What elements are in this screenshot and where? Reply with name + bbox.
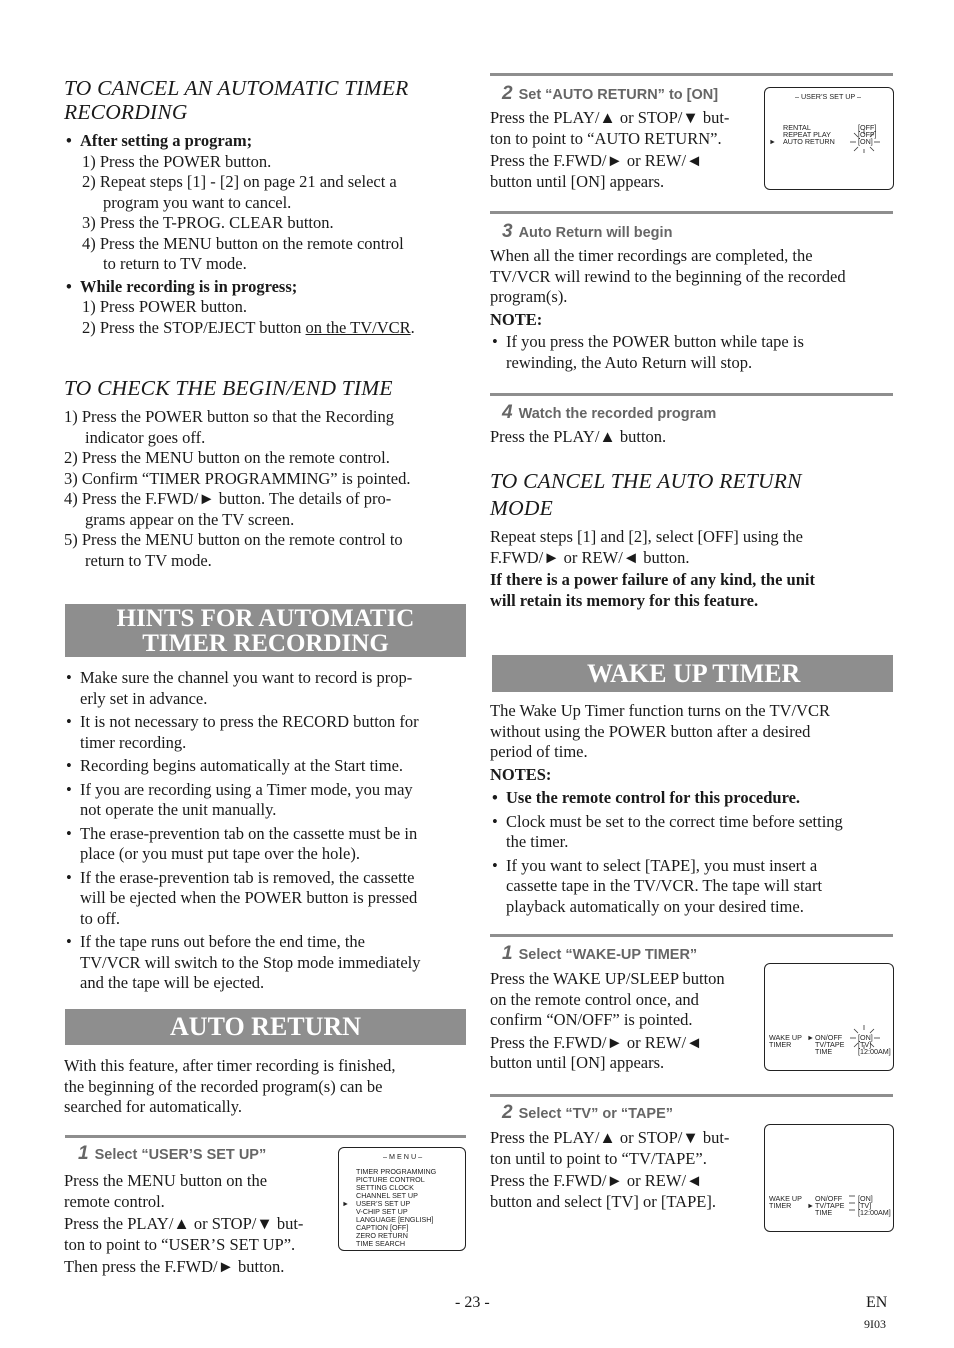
hint-item — [64, 868, 468, 930]
intro-line: searched for automatically. — [64, 1097, 243, 1116]
step-line: Press the MENU button on the — [64, 1171, 268, 1190]
screen-cursor-icon: ► — [807, 1201, 815, 1210]
hint-line: • If you are recording using a Timer mode, you may — [80, 779, 413, 799]
section-divider — [490, 934, 893, 937]
check-step: 4) Press the F.FWD/► button. The details of pro- — [64, 489, 392, 508]
hint-line: erly set in advance. — [80, 688, 208, 708]
cancel-step: to return to TV mode. — [103, 254, 247, 273]
menu-item: TIMER PROGRAMMING — [356, 1167, 437, 1176]
step-title: Select “TV” or “TAPE” — [518, 1106, 674, 1122]
blink-indicator-icon — [847, 128, 881, 154]
cancel-timer-title-line2: RECORDING — [64, 100, 188, 124]
step-line: button until [ON] appears. — [490, 1053, 665, 1072]
screen-title: TIMER — [769, 1201, 792, 1210]
note-item — [490, 812, 894, 853]
while-step-underline: on the TV/VCR — [305, 317, 411, 337]
section-divider — [490, 73, 893, 76]
note-item — [490, 332, 894, 373]
screen-value: [ON] — [858, 137, 873, 146]
blink-indicator-icon — [847, 1024, 881, 1050]
wake-up-title: WAKE UP TIMER — [587, 659, 801, 688]
hint-item — [64, 780, 468, 821]
wake-up-banner — [492, 655, 893, 692]
step-title: Auto Return will begin — [518, 225, 673, 241]
note-label: NOTE: — [490, 309, 543, 329]
screen-value: [12:00AM] — [858, 1208, 891, 1217]
users-setup-screen — [764, 87, 894, 190]
menu-item: USER’S SET UP — [356, 1199, 411, 1208]
note-line: • Use the remote control for this procedure. — [506, 788, 801, 807]
step-line: button and select [TV] or [TAPE]. — [490, 1191, 716, 1211]
bold-line: If there is a power failure of any kind, the unit — [490, 570, 815, 589]
step-line: confirm “ON/OFF” is pointed. — [490, 1010, 693, 1029]
hint-line: will be ejected when the POWER button is pressed — [80, 888, 418, 907]
step-line: on the remote control once, and — [490, 989, 699, 1009]
notes-label: NOTES: — [490, 764, 552, 784]
body-line: Repeat steps [1] and [2], select [OFF] using the — [490, 527, 803, 546]
screen-label: ON/OFF — [815, 1033, 843, 1042]
ar-step4-text: Press the PLAY/▲ button. — [490, 427, 667, 446]
hint-line: and the tape will be ejected. — [80, 973, 265, 992]
bold-line: will retain its memory for this feature. — [490, 590, 759, 610]
hint-line: • If the tape runs out before the end time, the — [80, 932, 365, 951]
check-step: 1) Press the POWER button so that the Recording — [64, 407, 394, 426]
doc-code: 9I03 — [864, 1317, 886, 1331]
note-item — [490, 788, 894, 809]
blink-indicator-icon — [847, 1190, 867, 1216]
menu-item: TIME SEARCH — [356, 1239, 406, 1248]
step-title: Watch the recorded program — [518, 406, 717, 422]
menu-item: LANGUAGE [ENGLISH] — [356, 1215, 434, 1224]
note-line: • Clock must be set to the correct time before setting — [506, 811, 843, 831]
note-line: cassette tape in the TV/VCR. The tape will start — [506, 876, 823, 895]
screen-value: [12:00AM] — [858, 1047, 891, 1056]
note-line: the timer. — [506, 832, 569, 851]
menu-item: CHANNEL SET UP — [356, 1191, 418, 1200]
screen-label: TV/TAPE — [815, 1040, 845, 1049]
hint-item — [64, 932, 468, 994]
intro-line: the beginning of the recorded program(s) can be — [64, 1076, 383, 1096]
check-step: return to TV mode. — [85, 550, 212, 570]
check-time-body — [64, 407, 466, 571]
screen-title: TIMER — [769, 1040, 792, 1049]
hint-line: • Recording begins automatically at the Start time. — [80, 756, 404, 775]
ar-step2-heading — [502, 84, 718, 106]
screen-label: AUTO RETURN — [783, 137, 835, 146]
screen-value: [OFF] — [858, 130, 877, 139]
hint-line: timer recording. — [80, 732, 187, 752]
note-line: rewinding, the Auto Return will stop. — [506, 352, 753, 372]
menu-screen-title: – M E N U – — [383, 1152, 423, 1161]
note-line: playback automatically on your desired time. — [506, 896, 804, 916]
hint-line: TV/VCR will switch to the Stop mode immediately — [80, 952, 421, 972]
step-line: program(s). — [490, 287, 568, 306]
intro-line: The Wake Up Timer function turns on the TV/VCR — [490, 701, 830, 720]
cancel-step: 1) Press the POWER button. — [82, 151, 272, 171]
screen-label: ON/OFF — [815, 1194, 843, 1203]
step-number: 3 — [502, 221, 513, 242]
hint-line: to off. — [80, 908, 121, 928]
wake-up-screen-2 — [764, 1124, 894, 1232]
screen-title: WAKE UP — [769, 1194, 802, 1203]
hint-item — [64, 712, 468, 753]
wu-step2-heading — [502, 1103, 673, 1125]
step-number: 1 — [78, 1143, 89, 1164]
ar-step1-text — [64, 1171, 334, 1278]
cancel-auto-body — [490, 527, 894, 611]
step-line: Press the WAKE UP/SLEEP button — [490, 969, 725, 988]
step-line: Press the PLAY/▲ or STOP/▼ but- — [490, 1128, 730, 1147]
hint-line: not operate the unit manually. — [80, 800, 277, 819]
step-number: 1 — [502, 943, 513, 964]
screen-label: TIME — [815, 1208, 833, 1217]
step-line: Then press the F.FWD/► button. — [64, 1257, 285, 1276]
step-line: Press the PLAY/▲ or STOP/▼ but- — [490, 108, 730, 127]
section-divider — [490, 393, 893, 396]
check-step: 5) Press the MENU button on the remote control to — [64, 530, 403, 549]
screen-cursor-icon: ► — [807, 1033, 815, 1042]
check-time-title: TO CHECK THE BEGIN/END TIME — [64, 376, 393, 400]
menu-item: PICTURE CONTROL — [356, 1175, 425, 1184]
screen-title: – USER’S SET UP – — [795, 92, 862, 101]
ar-step2-text — [490, 108, 765, 192]
screen-value: [TV] — [858, 1040, 872, 1049]
hints-banner — [65, 604, 466, 657]
hint-line: • The erase-prevention tab on the cassette must be in — [80, 823, 418, 843]
hints-list — [64, 668, 468, 997]
wake-up-intro — [490, 701, 894, 917]
auto-return-banner — [65, 1009, 466, 1045]
wake-up-screen-1 — [764, 963, 894, 1071]
section-divider — [490, 1094, 893, 1097]
cancel-auto-title-line1: TO CANCEL THE AUTO RETURN — [490, 469, 802, 493]
hints-title-line2: TIMER RECORDING — [142, 630, 389, 657]
step-line: When all the timer recordings are completed, the — [490, 246, 813, 265]
note-line: • If you want to select [TAPE], you must insert a — [506, 855, 818, 875]
intro-line: With this feature, after timer recording is finished, — [64, 1056, 396, 1075]
step-line: button until [ON] appears. — [490, 171, 665, 191]
hint-item — [64, 824, 468, 865]
check-step: indicator goes off. — [85, 427, 206, 447]
intro-line: period of time. — [490, 742, 588, 761]
ar-step1-heading — [78, 1144, 266, 1166]
check-step: 3) Confirm “TIMER PROGRAMMING” is pointed. — [64, 468, 411, 488]
ar-step3-heading — [502, 222, 672, 244]
step-line: Press the PLAY/▲ or STOP/▼ but- — [64, 1214, 304, 1233]
step-number: 2 — [502, 83, 513, 104]
cancel-step: 2) Repeat steps [1] - [2] on page 21 and select a — [82, 172, 397, 191]
body-line: F.FWD/► or REW/◄ button. — [490, 547, 690, 567]
screen-value: [OFF] — [858, 123, 877, 132]
step-line: TV/VCR will rewind to the beginning of the recorded — [490, 266, 846, 286]
step-line: Press the F.FWD/► or REW/◄ — [490, 151, 703, 170]
menu-item: SETTING CLOCK — [356, 1183, 414, 1192]
screen-cursor-icon: ► — [769, 137, 777, 146]
screen-value: [ON] — [858, 1033, 873, 1042]
step-number: 2 — [502, 1102, 513, 1123]
step-line: Press the F.FWD/► or REW/◄ — [490, 1171, 703, 1190]
cancel-step: 4) Press the MENU button on the remote control — [82, 233, 404, 253]
auto-return-intro — [64, 1056, 466, 1118]
ar-step4-heading — [502, 403, 716, 425]
cancel-step: 3) Press the T-PROG. CLEAR button. — [82, 213, 334, 232]
cancel-timer-title-line1: TO CANCEL AN AUTOMATIC TIMER — [64, 76, 409, 100]
hints-title-line1: HINTS FOR AUTOMATIC — [116, 605, 415, 632]
while-step-text: 2) Press the STOP/EJECT button — [82, 317, 306, 337]
menu-item: V-CHIP SET UP — [356, 1207, 408, 1216]
cancel-step: program you want to cancel. — [103, 192, 292, 212]
hint-item — [64, 668, 468, 709]
wu-step1-heading — [502, 944, 697, 966]
language-code: EN — [866, 1294, 888, 1311]
cancel-auto-title-line2: MODE — [490, 496, 553, 520]
ar-step3-text — [490, 246, 894, 373]
screen-value: [ON] — [858, 1194, 873, 1203]
step-line: remote control. — [64, 1191, 165, 1211]
page-number: - 23 - — [455, 1294, 490, 1311]
step-line: ton to point to “AUTO RETURN”. — [490, 128, 722, 148]
note-line: • If you press the POWER button while tape is — [506, 332, 804, 351]
while-step-end: . — [410, 317, 415, 337]
wu-step1-text — [490, 969, 765, 1074]
menu-cursor-icon: ► — [342, 1199, 350, 1208]
hint-line: • If the erase-prevention tab is removed, the cassette — [80, 867, 415, 887]
step-number: 4 — [502, 402, 513, 423]
intro-line: without using the POWER button after a desired — [490, 721, 811, 741]
wu-step2-text — [490, 1128, 765, 1212]
note-item — [490, 856, 894, 918]
screen-label: TV/TAPE — [815, 1201, 845, 1210]
menu-item: ZERO RETURN — [356, 1231, 408, 1240]
step-line: Press the F.FWD/► or REW/◄ — [490, 1032, 703, 1052]
menu-item: CAPTION [OFF] — [356, 1223, 409, 1232]
check-step: 2) Press the MENU button on the remote control. — [64, 448, 390, 467]
step-title: Select “WAKE-UP TIMER” — [518, 947, 698, 963]
check-step: grams appear on the TV screen. — [85, 509, 295, 529]
hint-line: • Make sure the channel you want to record is prop- — [80, 668, 413, 687]
section-divider — [490, 211, 893, 214]
step-title: Select “USER’S SET UP” — [94, 1147, 267, 1163]
screen-title: WAKE UP — [769, 1033, 802, 1042]
screen-value: [TV] — [858, 1201, 872, 1210]
hint-item — [64, 756, 468, 777]
step-title: Set “AUTO RETURN” to [ON] — [518, 87, 719, 103]
screen-label: TIME — [815, 1047, 833, 1056]
hint-line: place (or you must put tape over the hole). — [80, 844, 360, 863]
step-line: ton until to point to “TV/TAPE”. — [490, 1148, 707, 1168]
screen-label: REPEAT PLAY — [783, 130, 831, 139]
screen-label: RENTAL — [783, 123, 811, 132]
cancel-timer-body — [64, 131, 466, 338]
while-recording-heading: • While recording is in progress; — [64, 277, 466, 298]
hint-line: • It is not necessary to press the RECORD button for — [80, 712, 419, 731]
step-line: ton to point to “USER’S SET UP”. — [64, 1234, 296, 1254]
while-step: 1) Press POWER button. — [82, 297, 247, 316]
auto-return-title: AUTO RETURN — [170, 1012, 361, 1041]
while-step — [82, 318, 466, 339]
menu-screen — [338, 1147, 466, 1251]
section-divider — [65, 1135, 466, 1138]
after-setting-heading: • After setting a program; — [64, 131, 466, 152]
